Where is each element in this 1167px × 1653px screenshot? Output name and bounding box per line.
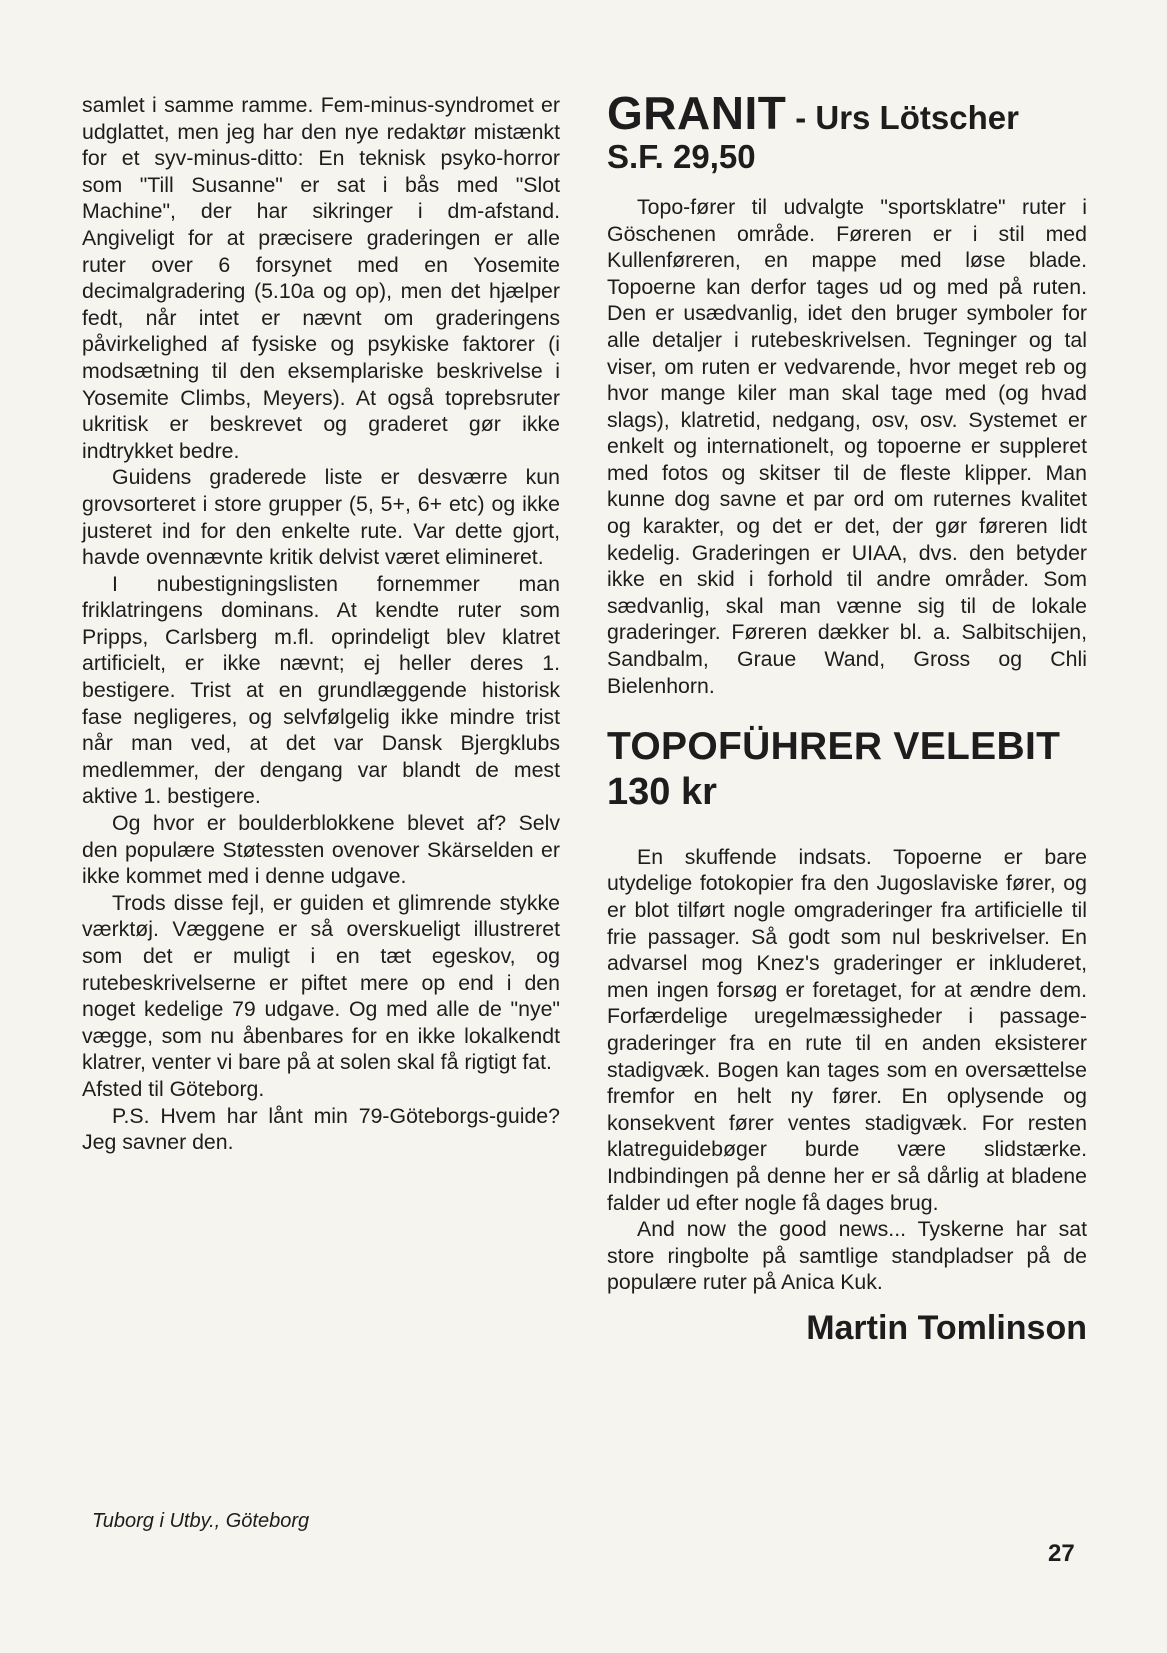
page-number: 27 — [1048, 1540, 1075, 1567]
review-granit-price: S.F. 29,50 — [607, 138, 756, 175]
review-granit-text: Topo-fører til udvalgte "sportsklatre" ruter i Göschenen område. Føreren er i stil med Kullenføreren, en mappe med løse blade. Topoerne kan derfor tages ud og med på ruten. Den er usædvanlig, idet den bruger symboler for alle detaljer i rutebeskrivelsen. Tegninger og tal viser, om ruten er vedvarende, hvor meget reb og hvor mange kiler man skal tage med (og hvad slags), klatretid, nedgang, osv, osv. Systemet er enkelt og internationelt, og topoerne er suppleret med fotos og skitser til de fleste klipper. Man kunne dog savne et par ord om ruternes kvalitet og karakter, og det er det, der gør føreren lidt kedelig. Graderingen er UIAA, dvs. den betyder ikke en skid i forhold til andre områder. Som sædvanlig, skal man vænne sig til de lokale graderinger. Føreren dækker bl. a. Salbitschijen, Sandbalm, Graue Wand, Gross og Chli Bielenhorn. — [607, 194, 1087, 698]
right-column — [607, 87, 1087, 1349]
left-paragraph-1: samlet i samme ramme. Fem-minus-syndromet er udglattet, men jeg har den nye redaktør mistænkt for et syv-minus-ditto: En teknisk psyko-horror som "Till Susanne" er sat i bås med "Slot Machine", der har sikringer i dm-afstand. Angiveligt for at præcisere graderingen er alle ruter over 6 forsynet med en Yosemite decimalgradering (5.10a og op), men det hjælper fedt, når intet er nævnt om graderingens påvirkelighed af fysiske og psykiske faktorer (i modsætning til den eksemplariske beskrivelse i Yosemite Climbs, Meyers). At også toprebsruter ukritisk er beskrevet og graderet gør ikke indtrykket bedre. — [82, 93, 560, 463]
left-paragraph-4: Og hvor er boulderblokkene blevet af? Selv den populære Støtessten ovenover Skärselden er ikke kommet med i denne udgave. — [82, 811, 560, 889]
review-granit-heading — [607, 87, 1087, 139]
review-granit-title: GRANIT — [607, 87, 787, 139]
left-paragraph-3: I nubestigningslisten fornemmer man friklatringens dominans. At kendte ruter som Pripps, Carlsberg m.fl. oprindeligt blev klatret artificielt, er ikke nævnt; ej heller deres 1. bestigere. Trist at en grundlæggende historisk fase negligeres, og selvfølgelig ikke mindre trist når man ved, at det var Dansk Bjergklubs medlemmer, der dengang var blandt de mest aktive 1. bestigere. — [82, 571, 560, 809]
review-velebit-text-1: En skuffende indsats. Topoerne er bare utydelige fotokopier fra den Jugoslaviske fører, og er blot tilført nogle omgraderinger fra artificielle til frie passager. Så godt som nul beskrivelser. En advarsel mog Knez's graderinger er inkluderet, men ingen forsøg er foretaget, for at ændre dem. Forfærdelige uregelmæssigheder i passage-graderinger fra en rute til en anden eksisterer stadigvæk. Bogen kan tages som en oversættelse fremfor en helt ny fører. En oplysende og konsekvent fører ventes stadigvæk. For resten klatreguidebøger burde være slidstærke. Indbindingen på denne her er så dårlig at bladene falder ud efter nogle få dages brug. — [607, 844, 1087, 1215]
review-velebit-title: TOPOFÜHRER VELEBIT — [607, 725, 1061, 769]
left-paragraph-5: Trods disse fejl, er guiden et glimrende stykke værktøj. Væggene er så overskueligt illustreret som det er muligt i en tæt egeskov, og rutebeskrivelserne er piftet mere op end i den noget kedelige 79 udgave. Og med alle de "nye" vægge, som nu åbenbares for en ikke lokalkendt klatrer, venter vi bare på at solen skal få rigtigt fat. — [82, 890, 560, 1075]
review-velebit-text-2: And now the good news... Tyskerne har sat store ringbolte på samtlige standpladser på de populære ruter på Anica Kuk. — [607, 1217, 1087, 1295]
left-paragraph-7: P.S. Hvem har lånt min 79-Göteborgs-guide? Jeg savner den. — [82, 1103, 560, 1155]
left-paragraph-2: Guidens graderede liste er desværre kun grovsorteret i store grupper (5, 5+, 6+ etc) og ikke justeret ind for den enkelte rute. Var dette gjort, havde ovennævnte kritik delvist været elimineret. — [82, 465, 560, 570]
left-column — [82, 92, 560, 1156]
signature: Martin Tomlinson — [806, 1308, 1087, 1347]
left-paragraph-6: Afsted til Göteborg. — [82, 1076, 265, 1101]
review-velebit-price: 130 kr — [607, 771, 717, 814]
review-granit-author: - Urs Lötscher — [795, 99, 1019, 136]
photo-caption: Tuborg i Utby., Göteborg — [92, 1510, 310, 1532]
